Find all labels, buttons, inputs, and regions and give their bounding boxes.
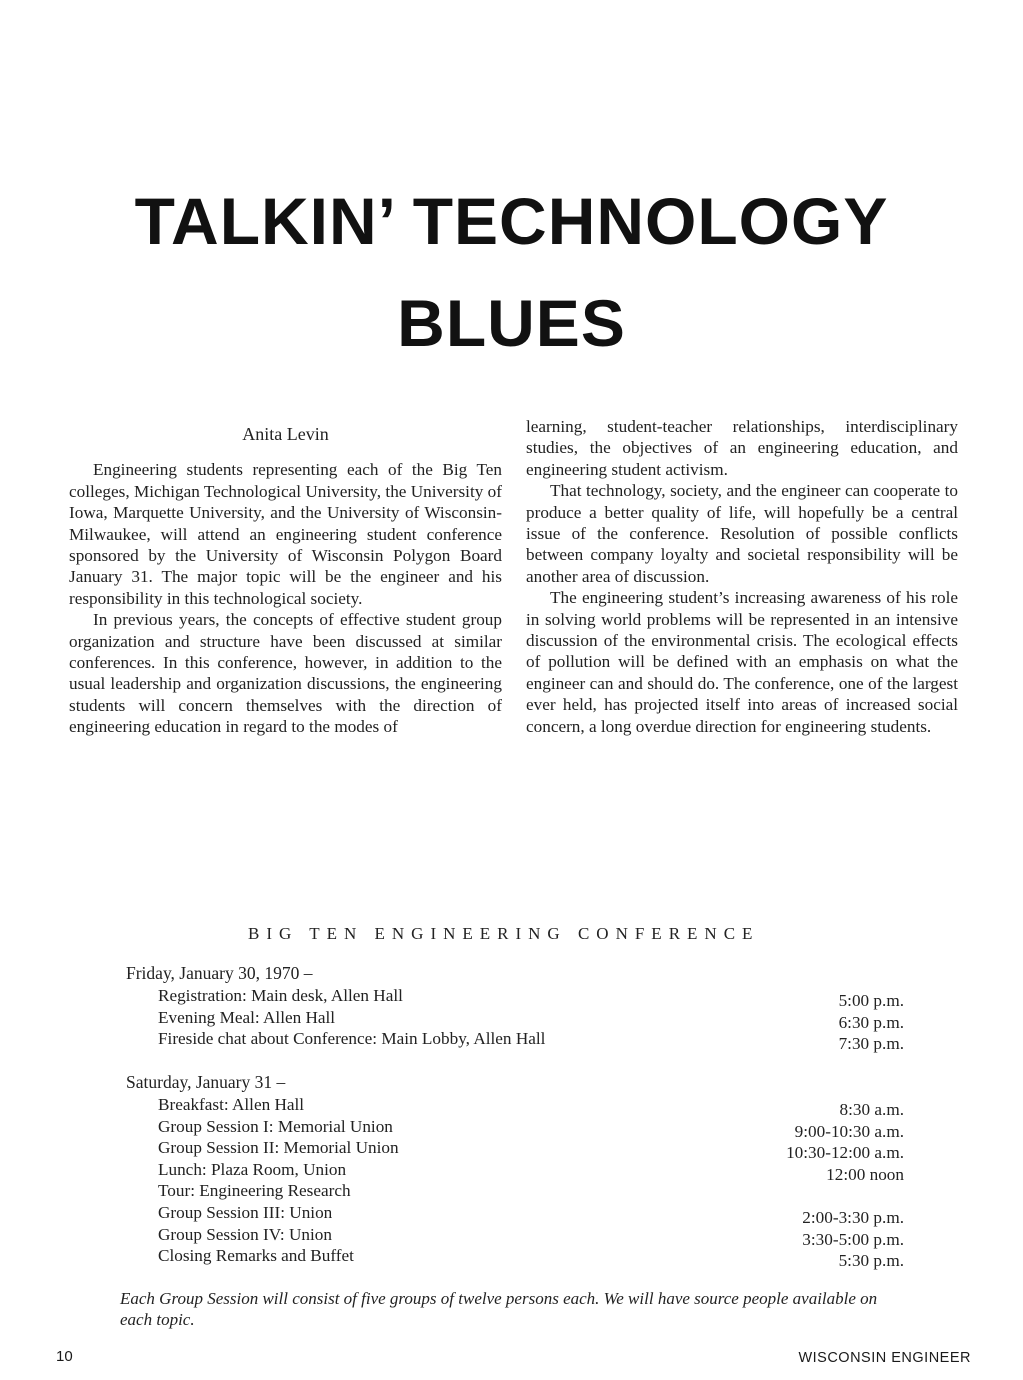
schedule-row xyxy=(158,1160,904,1182)
schedule-event: Group Session I: Memorial Union xyxy=(158,1116,393,1136)
schedule-day-friday: Friday, January 30, 1970 – xyxy=(126,963,313,983)
article-title-line-1: TALKIN’ TECHNOLOGY xyxy=(134,184,889,258)
author-byline: Anita Levin xyxy=(242,424,329,444)
magazine-name: WISCONSIN ENGINEER xyxy=(798,1350,971,1366)
schedule-event: Breakfast: Allen Hall xyxy=(158,1095,305,1114)
schedule-row xyxy=(158,1138,904,1163)
schedule-footnote: Each Group Session will consist of five groups of twelve persons each. We will have source people available on each topic. xyxy=(120,1289,878,1329)
schedule-row xyxy=(158,1246,904,1271)
article-paragraph: Engineering students representing each of the Big Ten colleges, Michigan Technological University, the University of Iowa, Marquette University, and the University of Wisconsin-Milwaukee, will attend an engineering student conference sponsored by the University of Wisconsin Polygon Board January 31. The major topic will be the engineer and his responsibility in this technological society. xyxy=(69,460,502,608)
schedule-row xyxy=(158,986,904,1008)
schedule-time: 6:30 p.m. xyxy=(838,1012,904,1032)
schedule-event: Closing Remarks and Buffet xyxy=(158,1246,354,1266)
schedule-event: Lunch: Plaza Room, Union xyxy=(158,1159,347,1179)
schedule-time: 8:30 a.m. xyxy=(839,1100,904,1119)
schedule-time: 7:30 p.m. xyxy=(838,1034,904,1054)
schedule-event: Fireside chat about Conference: Main Lobby, Allen Hall xyxy=(158,1029,546,1049)
article-paragraph: That technology, society, and the engineer can cooperate to produce a better quality of life, will hopefully be a central issue of the conference. Resolution of possible conflicts between company loyalty and societal responsibility will be another area of discussion. xyxy=(526,481,958,586)
schedule-row xyxy=(158,1117,904,1139)
schedule-time: 5:30 p.m. xyxy=(838,1251,904,1271)
schedule-time: 10:30-12:00 a.m. xyxy=(786,1143,904,1163)
schedule-event: Group Session III: Union xyxy=(158,1202,333,1222)
schedule-row xyxy=(158,1008,904,1030)
article-title-line-2: BLUES xyxy=(397,286,626,360)
schedule-event: Group Session II: Memorial Union xyxy=(158,1138,399,1158)
schedule-row xyxy=(158,1029,904,1054)
conference-heading: BIG TEN ENGINEERING CONFERENCE xyxy=(248,924,760,943)
schedule-event: Tour: Engineering Research xyxy=(158,1181,351,1201)
article-paragraph: In previous years, the concepts of effective student group organization and structure have been discussed at similar conferences. In this conference, however, in addition to the usual leadership and organization discussions, the engineering students will concern themselves with the direction of engineering education in regard to the modes of xyxy=(69,610,502,737)
schedule-saturday xyxy=(158,1095,904,1271)
schedule-event: Group Session IV: Union xyxy=(158,1224,332,1244)
schedule-row xyxy=(158,1203,904,1225)
schedule-time: 5:00 p.m. xyxy=(838,991,904,1010)
article-column-left xyxy=(69,420,502,738)
schedule-event: Evening Meal: Allen Hall xyxy=(158,1007,336,1027)
schedule-time: 3:30-5:00 p.m. xyxy=(802,1229,904,1249)
schedule-time: 9:00-10:30 a.m. xyxy=(794,1121,904,1141)
article-paragraph: The engineering student’s increasing awareness of his role in solving world problems will be represented in an intensive discussion of the environmental crisis. The ecological effects of pollution will be defined with an emphasis on what the engineer can and should do. The conference, one of the largest ever held, has projected itself into areas of increased social concern, a long overdue direction for engineering students. xyxy=(526,588,958,736)
schedule-row xyxy=(158,1225,904,1247)
schedule-time: 2:00-3:30 p.m. xyxy=(802,1207,904,1227)
article-paragraph: learning, student-teacher relationships, interdisciplinary studies, the objectives of an engineering education, and engineering student activism. xyxy=(526,417,958,479)
schedule-day-saturday: Saturday, January 31 – xyxy=(126,1072,286,1092)
article-column-right xyxy=(526,416,958,737)
schedule-event: Registration: Main desk, Allen Hall xyxy=(158,986,403,1005)
schedule-row xyxy=(158,1095,904,1117)
schedule-time: 12:00 noon xyxy=(826,1164,904,1184)
schedule-row xyxy=(158,1181,904,1203)
page-number: 10 xyxy=(56,1348,73,1365)
schedule-friday xyxy=(158,986,904,1054)
